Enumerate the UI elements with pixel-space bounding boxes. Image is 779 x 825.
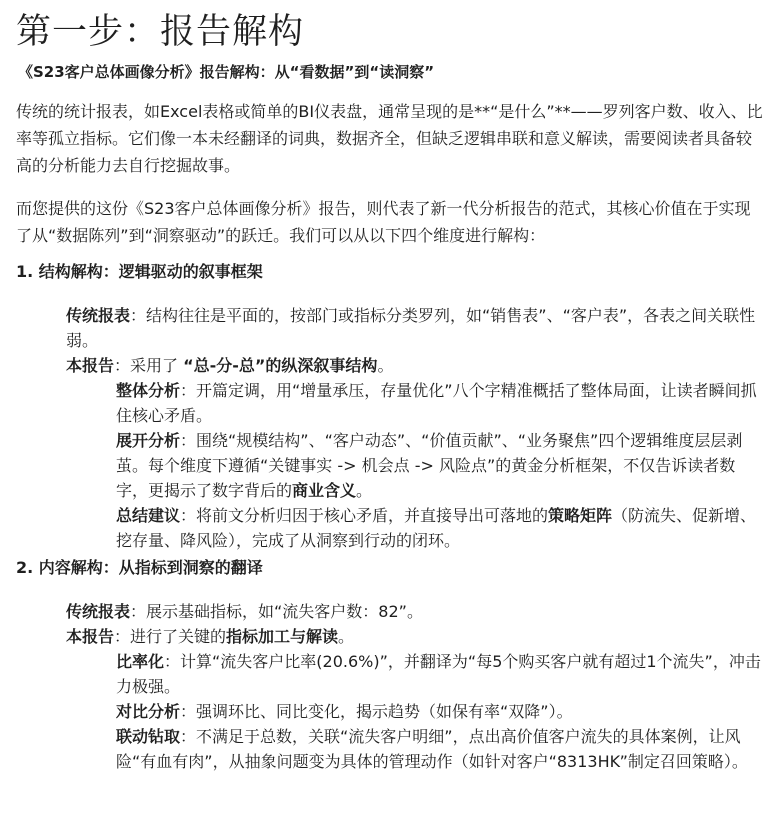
s1-subitem-summary-bold: 策略矩阵 — [548, 506, 613, 525]
s1-traditional-text: ：结构往往是平面的，按部门或指标分类罗列，如“销售表”、“客户表”，各表之间关联性弱。 — [66, 306, 756, 350]
s2-subitem-ratio-text: ：计算“流失客户比率(20.6%)”，并翻译为“每5个购买客户就有超过1个流失”，冲击力极强。 — [116, 652, 761, 696]
s2-report-text-2: 。 — [338, 627, 355, 646]
s1-subitem-summary-text: ：将前文分析归因于核心矛盾，并直接导出可落地的 — [180, 506, 549, 525]
s1-subitem-expand-label: 展开分析 — [116, 431, 181, 450]
s1-traditional-item — [66, 303, 763, 353]
s1-subitem-summary-tail: （防流失、促新增、挖存量、降风险），完成了从洞察到行动的闭环。 — [116, 506, 757, 550]
section-heading-structure: 1. 结构解构：逻辑驱动的叙事框架 — [16, 262, 263, 281]
s2-subitem-compare — [116, 699, 763, 724]
s1-subitem-expand-text: ：围绕“规模结构”、“客户动态”、“价值贡献”、“业务聚焦”四个逻辑维度层层剥茧。每个维度下遵循“关键事实 -> 机会点 -> 风险点”的黄金分析框架，不仅告诉读者数字，更揭示了数字背后的 — [116, 431, 743, 500]
s1-subitem-overall-label: 整体分析 — [116, 381, 181, 400]
s1-report-bold: “总-分-总”的纵深叙事结构 — [183, 356, 378, 375]
s2-subitem-drilldown-text: ：不满足于总数，关联“流失客户明细”，点出高价值客户流失的具体案例，让风险“有血有肉”，从抽象问题变为具体的管理动作（如针对客户“8313HK”制定召回策略）。 — [116, 727, 748, 771]
s1-subitem-overall-text: ：开篇定调，用“增量承压，存量优化”八个字精准概括了整体局面，让读者瞬间抓住核心矛盾。 — [116, 381, 757, 425]
intro-paragraph-2: 而您提供的这份《S23客户总体画像分析》报告，则代表了新一代分析报告的范式，其核心价值在于实现了从“数据陈列”到“洞察驱动”的跃迁。我们可以从以下四个维度进行解构： — [16, 199, 751, 245]
s2-subitem-ratio — [116, 649, 763, 699]
s1-report-label: 本报告 — [66, 356, 115, 375]
s2-traditional-text: ：展示基础指标，如“流失客户数：82”。 — [130, 602, 423, 621]
s2-subitem-drilldown — [116, 724, 763, 774]
s1-subitem-summary-label: 总结建议 — [116, 506, 181, 525]
s2-subitem-compare-label: 对比分析 — [116, 702, 181, 721]
s2-report-bold: 指标加工与解读 — [226, 627, 339, 646]
section-heading-content: 2. 内容解构：从指标到洞察的翻译 — [16, 558, 263, 577]
s1-subitem-expand-tail: 。 — [356, 481, 373, 500]
s1-traditional-label: 传统报表 — [66, 306, 131, 325]
s2-subitem-ratio-label: 比率化 — [116, 652, 165, 671]
s1-report-text-2: 。 — [377, 356, 394, 375]
s1-subitem-expand — [116, 428, 763, 503]
s1-report-item — [66, 353, 763, 378]
intro-paragraph-1: 传统的统计报表，如Excel表格或简单的BI仪表盘，通常呈现的是**“是什么”**——罗列客户数、收入、比率等孤立指标。它们像一本未经翻译的词典，数据齐全，但缺乏逻辑串联和意义解读，需要阅读者具备较高的分析能力去自行挖掘故事。 — [16, 102, 763, 175]
page-title: 第一步：报告解构 — [16, 12, 305, 52]
s1-subitem-overall — [116, 378, 763, 428]
s2-subitem-drilldown-label: 联动钻取 — [116, 727, 181, 746]
s2-subitem-compare-text: ：强调环比、同比变化，揭示趋势（如保有率“双降”）。 — [180, 702, 573, 721]
s1-subitem-expand-bold: 商业含义 — [292, 481, 357, 500]
s1-report-text-1: ：采用了 — [114, 356, 184, 375]
s2-report-text-1: ：进行了关键的 — [114, 627, 227, 646]
s2-report-label: 本报告 — [66, 627, 115, 646]
s2-traditional-item — [66, 599, 763, 624]
s2-traditional-label: 传统报表 — [66, 602, 131, 621]
s2-report-item — [66, 624, 763, 649]
s1-subitem-summary — [116, 503, 763, 553]
page-subtitle: 《S23客户总体画像分析》报告解构：从“看数据”到“读洞察” — [18, 63, 435, 81]
